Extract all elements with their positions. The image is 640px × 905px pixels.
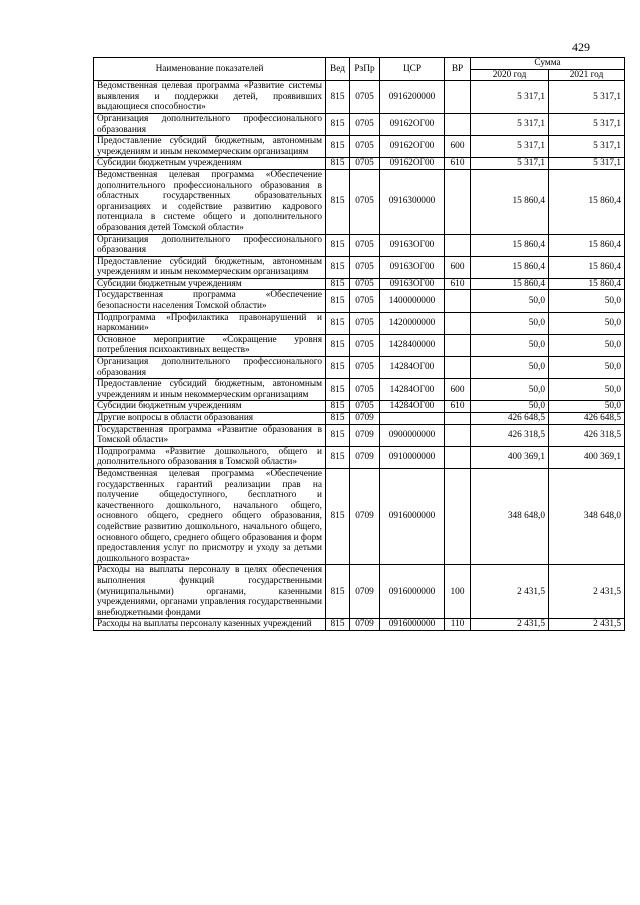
row-rzpr: 0705 — [350, 158, 380, 170]
table-row — [94, 81, 625, 114]
table-row — [94, 169, 625, 234]
header-year-2020: 2020 год — [471, 69, 549, 81]
table-row — [94, 278, 625, 290]
header-rzpr: РзПр — [350, 58, 380, 81]
row-vr: 610 — [445, 158, 471, 170]
row-sum-2020: 2 431,5 — [471, 565, 549, 619]
row-name: Предоставление субсидий бюджетным, автономным учреждениям и иным некоммерческим организациям — [94, 379, 326, 401]
header-name: Наименование показателей — [94, 58, 326, 81]
row-sum-2020: 50,0 — [471, 312, 549, 334]
row-sum-2021: 426 318,5 — [549, 424, 625, 446]
row-vr — [445, 113, 471, 135]
row-sum-2020: 50,0 — [471, 401, 549, 413]
row-ved: 815 — [326, 81, 350, 114]
row-sum-2021: 5 317,1 — [549, 113, 625, 135]
row-ved: 815 — [326, 136, 350, 158]
row-sum-2020: 426 318,5 — [471, 424, 549, 446]
row-ved: 815 — [326, 158, 350, 170]
row-csr: 0916200000 — [380, 81, 445, 114]
row-sum-2020: 50,0 — [471, 334, 549, 356]
table-row — [94, 446, 625, 468]
row-csr: 0916000000 — [380, 468, 445, 564]
table-row — [94, 334, 625, 356]
row-vr — [445, 413, 471, 425]
row-csr: 14284ОГ00 — [380, 357, 445, 379]
row-vr — [445, 424, 471, 446]
row-rzpr: 0705 — [350, 401, 380, 413]
row-ved: 815 — [326, 334, 350, 356]
row-csr: 09162ОГ00 — [380, 113, 445, 135]
row-rzpr: 0709 — [350, 446, 380, 468]
row-vr: 600 — [445, 256, 471, 278]
row-sum-2020: 50,0 — [471, 290, 549, 312]
row-ved: 815 — [326, 413, 350, 425]
table-row — [94, 565, 625, 619]
row-sum-2021: 50,0 — [549, 401, 625, 413]
row-ved: 815 — [326, 565, 350, 619]
row-sum-2021: 15 860,4 — [549, 234, 625, 256]
row-csr: 14284ОГ00 — [380, 401, 445, 413]
row-name: Ведомственная целевая программа «Развитие системы выявления и поддержки детей, проявивших выдающиеся способности» — [94, 81, 326, 114]
row-sum-2021: 426 648,5 — [549, 413, 625, 425]
row-ved: 815 — [326, 357, 350, 379]
row-name: Ведомственная целевая программа «Обеспечение дополнительного профессионального образования в областных государственных образовательных организациях и содействие развитию кадрового потенциала в системе общего и дополнительного образования детей Томской области» — [94, 169, 326, 234]
row-rzpr: 0705 — [350, 334, 380, 356]
row-csr: 09163ОГ00 — [380, 278, 445, 290]
row-vr — [445, 446, 471, 468]
table-row — [94, 312, 625, 334]
row-sum-2021: 5 317,1 — [549, 158, 625, 170]
row-sum-2021: 2 431,5 — [549, 619, 625, 631]
row-vr — [445, 234, 471, 256]
row-vr: 100 — [445, 565, 471, 619]
header-csr: ЦСР — [380, 58, 445, 81]
row-csr: 09163ОГ00 — [380, 256, 445, 278]
row-vr: 600 — [445, 136, 471, 158]
row-name: Другие вопросы в области образования — [94, 413, 326, 425]
header-sum: Сумма — [471, 58, 625, 70]
row-vr — [445, 290, 471, 312]
table-row — [94, 468, 625, 564]
row-sum-2021: 50,0 — [549, 357, 625, 379]
row-sum-2020: 5 317,1 — [471, 158, 549, 170]
header-ved: Вед — [326, 58, 350, 81]
row-vr: 610 — [445, 401, 471, 413]
row-ved: 815 — [326, 401, 350, 413]
row-name: Подпрограмма «Развитие дошкольного, общего и дополнительного образования в Томской области» — [94, 446, 326, 468]
table-row — [94, 357, 625, 379]
row-rzpr: 0709 — [350, 619, 380, 631]
row-ved: 815 — [326, 278, 350, 290]
row-sum-2020: 50,0 — [471, 379, 549, 401]
row-rzpr: 0705 — [350, 81, 380, 114]
header-year-2021: 2021 год — [549, 69, 625, 81]
row-ved: 815 — [326, 256, 350, 278]
row-vr — [445, 169, 471, 234]
row-rzpr: 0705 — [350, 256, 380, 278]
row-vr — [445, 468, 471, 564]
row-name: Государственная программа «Обеспечение безопасности населения Томской области» — [94, 290, 326, 312]
table-row — [94, 113, 625, 135]
row-sum-2020: 5 317,1 — [471, 136, 549, 158]
row-sum-2020: 348 648,0 — [471, 468, 549, 564]
table-row — [94, 234, 625, 256]
row-rzpr: 0705 — [350, 379, 380, 401]
row-rzpr: 0705 — [350, 113, 380, 135]
row-ved: 815 — [326, 446, 350, 468]
row-ved: 815 — [326, 169, 350, 234]
row-sum-2020: 5 317,1 — [471, 81, 549, 114]
row-sum-2021: 348 648,0 — [549, 468, 625, 564]
table-row — [94, 136, 625, 158]
row-csr: 0900000000 — [380, 424, 445, 446]
row-sum-2021: 15 860,4 — [549, 256, 625, 278]
row-name: Подпрограмма «Профилактика правонарушений и наркомании» — [94, 312, 326, 334]
row-name: Основное мероприятие «Сокращение уровня потребления психоактивных веществ» — [94, 334, 326, 356]
table-row — [94, 424, 625, 446]
row-csr: 0916000000 — [380, 565, 445, 619]
row-csr: 09162ОГ00 — [380, 136, 445, 158]
row-sum-2021: 400 369,1 — [549, 446, 625, 468]
row-name: Ведомственная целевая программа «Обеспечение государственных гарантий реализации прав на получение общедоступного, бесплатного и качественного дошкольного, начального общего, основного общего, среднего общего образования, содействие развитию дошкольного, начального общего, основного общего, среднего общего образования и форм предоставления услуг по присмотру и уходу за детьми дошкольного возраста» — [94, 468, 326, 564]
page-number: 429 — [572, 40, 590, 54]
row-ved: 815 — [326, 379, 350, 401]
row-sum-2020: 50,0 — [471, 357, 549, 379]
row-rzpr: 0709 — [350, 565, 380, 619]
row-rzpr: 0709 — [350, 413, 380, 425]
row-name: Организация дополнительного профессионального образования — [94, 113, 326, 135]
row-sum-2021: 50,0 — [549, 290, 625, 312]
table-row — [94, 401, 625, 413]
row-vr — [445, 357, 471, 379]
row-name: Субсидии бюджетным учреждениям — [94, 158, 326, 170]
row-sum-2021: 5 317,1 — [549, 136, 625, 158]
row-rzpr: 0705 — [350, 290, 380, 312]
row-rzpr: 0705 — [350, 357, 380, 379]
row-ved: 815 — [326, 312, 350, 334]
row-sum-2020: 15 860,4 — [471, 169, 549, 234]
row-vr — [445, 312, 471, 334]
table-row — [94, 256, 625, 278]
row-ved: 815 — [326, 424, 350, 446]
budget-table — [93, 57, 625, 631]
row-vr: 610 — [445, 278, 471, 290]
row-ved: 815 — [326, 290, 350, 312]
row-sum-2020: 15 860,4 — [471, 234, 549, 256]
row-csr: 1428400000 — [380, 334, 445, 356]
row-csr: 1400000000 — [380, 290, 445, 312]
row-name: Организация дополнительного профессионального образования — [94, 234, 326, 256]
row-rzpr: 0709 — [350, 468, 380, 564]
row-ved: 815 — [326, 113, 350, 135]
row-csr — [380, 413, 445, 425]
row-sum-2020: 426 648,5 — [471, 413, 549, 425]
row-sum-2021: 15 860,4 — [549, 278, 625, 290]
row-sum-2020: 15 860,4 — [471, 278, 549, 290]
row-name: Субсидии бюджетным учреждениям — [94, 278, 326, 290]
row-vr: 600 — [445, 379, 471, 401]
row-sum-2021: 15 860,4 — [549, 169, 625, 234]
row-name: Предоставление субсидий бюджетным, автономным учреждениям и иным некоммерческим организациям — [94, 256, 326, 278]
row-sum-2021: 50,0 — [549, 334, 625, 356]
row-rzpr: 0705 — [350, 278, 380, 290]
row-sum-2020: 5 317,1 — [471, 113, 549, 135]
row-vr — [445, 81, 471, 114]
row-vr: 110 — [445, 619, 471, 631]
row-name: Организация дополнительного профессионального образования — [94, 357, 326, 379]
row-name: Субсидии бюджетным учреждениям — [94, 401, 326, 413]
row-rzpr: 0705 — [350, 312, 380, 334]
row-sum-2021: 5 317,1 — [549, 81, 625, 114]
row-rzpr: 0705 — [350, 234, 380, 256]
row-sum-2020: 15 860,4 — [471, 256, 549, 278]
table-row — [94, 379, 625, 401]
row-rzpr: 0705 — [350, 169, 380, 234]
row-vr — [445, 334, 471, 356]
table-row — [94, 158, 625, 170]
row-sum-2021: 50,0 — [549, 379, 625, 401]
row-csr: 0916000000 — [380, 619, 445, 631]
row-csr: 09162ОГ00 — [380, 158, 445, 170]
row-name: Предоставление субсидий бюджетным, автономным учреждениям и иным некоммерческим организациям — [94, 136, 326, 158]
row-sum-2020: 400 369,1 — [471, 446, 549, 468]
table-row — [94, 619, 625, 631]
row-ved: 815 — [326, 468, 350, 564]
row-name: Расходы на выплаты персоналу в целях обеспечения выполнения функций государственными (муниципальными) органами, казенными учреждениями, органами управления государственными внебюджетными фондами — [94, 565, 326, 619]
row-rzpr: 0705 — [350, 136, 380, 158]
row-csr: 14284ОГ00 — [380, 379, 445, 401]
table-row — [94, 290, 625, 312]
row-name: Государственная программа «Развитие образования в Томской области» — [94, 424, 326, 446]
row-ved: 815 — [326, 234, 350, 256]
row-csr: 1420000000 — [380, 312, 445, 334]
row-rzpr: 0709 — [350, 424, 380, 446]
row-ved: 815 — [326, 619, 350, 631]
row-name: Расходы на выплаты персоналу казенных учреждений — [94, 619, 326, 631]
row-csr: 0916300000 — [380, 169, 445, 234]
row-sum-2021: 2 431,5 — [549, 565, 625, 619]
row-csr: 0910000000 — [380, 446, 445, 468]
table-row — [94, 413, 625, 425]
row-csr: 09163ОГ00 — [380, 234, 445, 256]
row-sum-2021: 50,0 — [549, 312, 625, 334]
row-sum-2020: 2 431,5 — [471, 619, 549, 631]
header-vr: ВР — [445, 58, 471, 81]
